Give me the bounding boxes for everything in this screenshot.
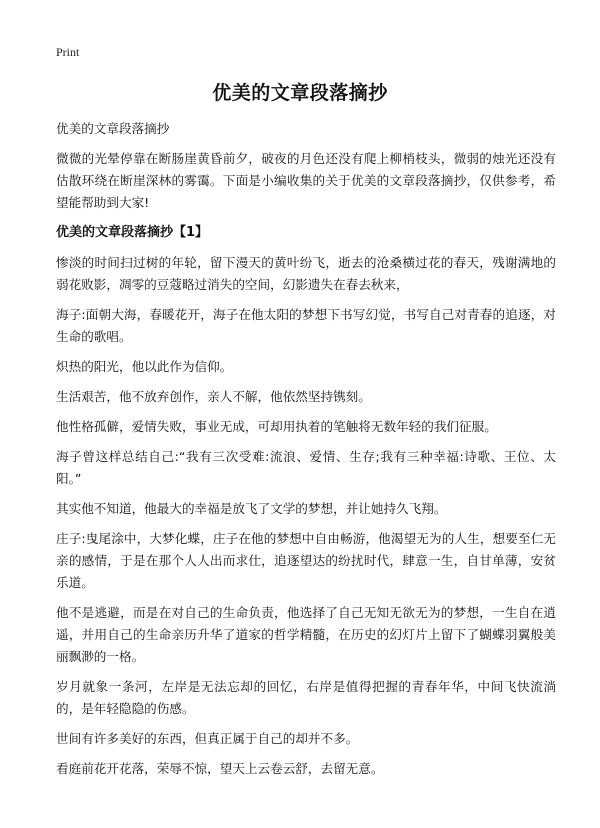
paragraph: 他不是逃避，而是在对自己的生命负责，他选择了自己无知无欲无为的梦想，一生自在逍遥，并用自己的生命亲历升华了道家的哲学精髓，在历史的幻灯片上留下了蝴蝶羽翼般美丽飘渺的一格。: [56, 605, 556, 664]
page-title: 优美的文章段落摘抄: [212, 82, 388, 104]
paragraph: 其实他不知道，他最大的幸福是放飞了文学的梦想，并让她持久飞翔。: [56, 501, 447, 516]
paragraph: 惨淡的时间扫过树的年轮，留下漫天的黄叶纷飞，逝去的沧桑横过花的春天，残谢满地的弱花败影，凋零的豆蔻略过消失的空间，幻影遗失在春去秋来，: [56, 255, 556, 292]
paragraph: 海子:面朝大海，春暖花开，海子在他太阳的梦想下书写幻觉，书写自己对青春的追逐，对生命的歌唱。: [56, 307, 556, 344]
article-subtitle: 优美的文章段落摘抄: [56, 121, 170, 136]
paragraph: 炽热的阳光，他以此作为信仰。: [56, 359, 233, 374]
article-body: [56, 118, 556, 788]
paragraph: 岁月就象一条河，左岸是无法忘却的回忆，右岸是值得把握的青春年华，中间飞快流淌的，是年轻隐隐的伤感。: [56, 679, 556, 716]
print-link[interactable]: Print: [56, 45, 80, 59]
intro-paragraph: 微微的光晕停靠在断肠崖黄昏前夕，破夜的月色还没有爬上柳梢枝头，微弱的烛光还没有估散环绕在断崖深林的雾霭。下面是小编收集的关于优美的文章段落摘抄，仅供参考，希望能帮助到大家!: [56, 151, 556, 210]
section-heading: 优美的文章段落摘抄【1】: [56, 225, 209, 240]
paragraph: 海子曾这样总结自己:“我有三次受难:流浪、爱情、生存;我有三种幸福:诗歌、王位、太阳。”: [56, 449, 556, 486]
paragraph: 庄子:曳尾涂中，大梦化蝶，庄子在他的梦想中自由畅游，他渴望无为的人生，想要至仁无亲的感情，于是在那个人人出而求仕，追逐望达的纷扰时代，肆意一生，自甘单薄，安贫乐道。: [56, 531, 556, 590]
paragraph: 生活艰苦，他不放弃创作，亲人不解，他依然坚持镌刻。: [56, 389, 371, 404]
paragraph: 世间有许多美好的东西，但真正属于自己的却并不多。: [56, 731, 359, 746]
paragraph: 看庭前花开花落，荣辱不惊，望天上云卷云舒，去留无意。: [56, 761, 384, 776]
paragraph: 他性格孤僻，爱情失败，事业无成，可却用执着的笔触将无数年轻的我们征服。: [56, 419, 497, 434]
